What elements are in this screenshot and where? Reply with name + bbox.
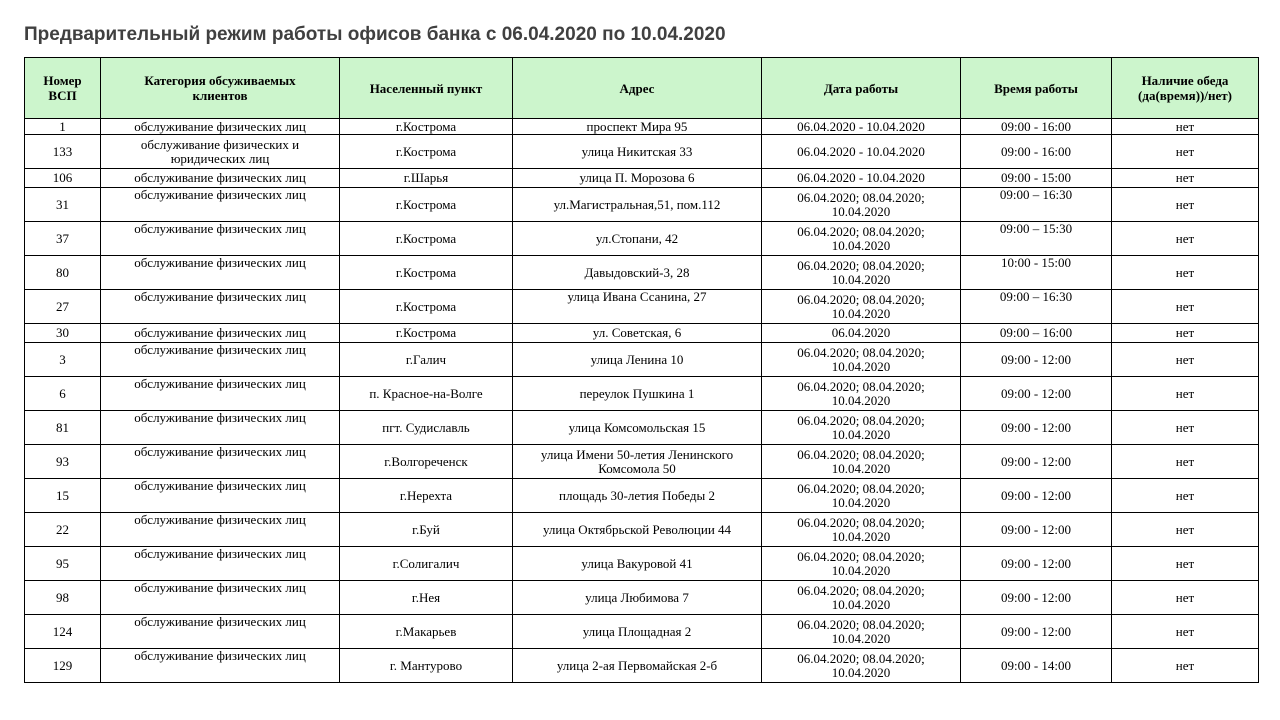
cell-number: 37 — [25, 222, 101, 256]
page-title: Предварительный режим работы офисов банка с 06.04.2020 по 10.04.2020 — [24, 24, 726, 45]
cell-city: г.Кострома — [340, 256, 513, 290]
table-row — [25, 513, 1259, 547]
cell-city: г.Нея — [340, 581, 513, 615]
header-category: Категория обсуживаемых клиентов — [101, 58, 340, 119]
cell-lunch: нет — [1112, 377, 1259, 411]
header-lunch: Наличие обеда (да(время))/нет) — [1112, 58, 1259, 119]
cell-address: ул.Магистральная,51, пом.112 — [513, 188, 762, 222]
cell-time: 09:00 - 12:00 — [961, 615, 1112, 649]
cell-address: улица Комсомольская 15 — [513, 411, 762, 445]
cell-time: 09:00 - 12:00 — [961, 547, 1112, 581]
cell-address: улица Никитская 33 — [513, 135, 762, 169]
cell-city: г.Кострома — [340, 188, 513, 222]
table-row — [25, 119, 1259, 135]
cell-number: 80 — [25, 256, 101, 290]
table-row — [25, 222, 1259, 256]
cell-address: переулок Пушкина 1 — [513, 377, 762, 411]
cell-city: г.Солигалич — [340, 547, 513, 581]
cell-time: 10:00 - 15:00 — [961, 256, 1112, 290]
cell-number: 22 — [25, 513, 101, 547]
cell-dates: 06.04.2020; 08.04.2020; 10.04.2020 — [762, 581, 961, 615]
cell-city: г.Шарья — [340, 169, 513, 188]
table-row — [25, 581, 1259, 615]
cell-address: площадь 30-летия Победы 2 — [513, 479, 762, 513]
cell-lunch: нет — [1112, 222, 1259, 256]
cell-dates: 06.04.2020; 08.04.2020; 10.04.2020 — [762, 479, 961, 513]
cell-dates: 06.04.2020; 08.04.2020; 10.04.2020 — [762, 188, 961, 222]
cell-address: улица Площадная 2 — [513, 615, 762, 649]
cell-dates: 06.04.2020; 08.04.2020; 10.04.2020 — [762, 222, 961, 256]
cell-time: 09:00 – 16:30 — [961, 290, 1112, 324]
cell-city: г.Галич — [340, 343, 513, 377]
cell-city: г.Кострома — [340, 324, 513, 343]
cell-dates: 06.04.2020; 08.04.2020; 10.04.2020 — [762, 513, 961, 547]
cell-number: 129 — [25, 649, 101, 683]
cell-city: г.Волгореченск — [340, 445, 513, 479]
cell-category: обслуживание физических лиц — [101, 547, 340, 581]
cell-lunch: нет — [1112, 615, 1259, 649]
cell-category: обслуживание физических лиц — [101, 479, 340, 513]
cell-time: 09:00 - 12:00 — [961, 377, 1112, 411]
cell-address: улица Ивана Ссанина, 27 — [513, 290, 762, 324]
cell-dates: 06.04.2020; 08.04.2020; 10.04.2020 — [762, 256, 961, 290]
table-row — [25, 377, 1259, 411]
cell-time: 09:00 – 16:30 — [961, 188, 1112, 222]
cell-number: 106 — [25, 169, 101, 188]
cell-time: 09:00 - 12:00 — [961, 513, 1112, 547]
cell-city: г.Кострома — [340, 290, 513, 324]
cell-number: 95 — [25, 547, 101, 581]
table-row — [25, 256, 1259, 290]
cell-category: обслуживание физических лиц — [101, 222, 340, 256]
header-time: Время работы — [961, 58, 1112, 119]
table-row — [25, 445, 1259, 479]
cell-category: обслуживание физических лиц — [101, 169, 340, 188]
cell-number: 30 — [25, 324, 101, 343]
cell-lunch: нет — [1112, 343, 1259, 377]
cell-city: г. Мантурово — [340, 649, 513, 683]
cell-time: 09:00 – 16:00 — [961, 324, 1112, 343]
cell-number: 6 — [25, 377, 101, 411]
cell-category: обслуживание физических лиц — [101, 119, 340, 135]
cell-city: г.Нерехта — [340, 479, 513, 513]
header-dates: Дата работы — [762, 58, 961, 119]
table-row — [25, 324, 1259, 343]
cell-address: ул. Советская, 6 — [513, 324, 762, 343]
cell-time: 09:00 - 12:00 — [961, 411, 1112, 445]
cell-lunch: нет — [1112, 119, 1259, 135]
cell-address: улица Октябрьской Революции 44 — [513, 513, 762, 547]
cell-time: 09:00 - 14:00 — [961, 649, 1112, 683]
cell-category: обслуживание физических лиц — [101, 445, 340, 479]
cell-address: улица П. Морозова 6 — [513, 169, 762, 188]
cell-lunch: нет — [1112, 547, 1259, 581]
cell-dates: 06.04.2020; 08.04.2020; 10.04.2020 — [762, 343, 961, 377]
cell-category: обслуживание физических лиц — [101, 324, 340, 343]
cell-dates: 06.04.2020; 08.04.2020; 10.04.2020 — [762, 615, 961, 649]
cell-number: 93 — [25, 445, 101, 479]
cell-category: обслуживание физических лиц — [101, 411, 340, 445]
cell-lunch: нет — [1112, 581, 1259, 615]
cell-lunch: нет — [1112, 445, 1259, 479]
table-row — [25, 290, 1259, 324]
table-row — [25, 135, 1259, 169]
cell-lunch: нет — [1112, 256, 1259, 290]
cell-address: Давыдовский-3, 28 — [513, 256, 762, 290]
table-row — [25, 615, 1259, 649]
cell-number: 15 — [25, 479, 101, 513]
cell-city: г.Кострома — [340, 222, 513, 256]
cell-category: обслуживание физических лиц — [101, 649, 340, 683]
table-row — [25, 169, 1259, 188]
cell-lunch: нет — [1112, 513, 1259, 547]
cell-dates: 06.04.2020 — [762, 324, 961, 343]
cell-address: улица Вакуровой 41 — [513, 547, 762, 581]
cell-lunch: нет — [1112, 135, 1259, 169]
cell-category: обслуживание физических лиц — [101, 256, 340, 290]
cell-category: обслуживание физических лиц — [101, 581, 340, 615]
cell-number: 133 — [25, 135, 101, 169]
cell-dates: 06.04.2020 - 10.04.2020 — [762, 119, 961, 135]
cell-dates: 06.04.2020; 08.04.2020; 10.04.2020 — [762, 445, 961, 479]
cell-category: обслуживание физических лиц — [101, 290, 340, 324]
cell-number: 124 — [25, 615, 101, 649]
cell-lunch: нет — [1112, 169, 1259, 188]
cell-lunch: нет — [1112, 411, 1259, 445]
cell-number: 98 — [25, 581, 101, 615]
cell-dates: 06.04.2020; 08.04.2020; 10.04.2020 — [762, 649, 961, 683]
cell-dates: 06.04.2020 - 10.04.2020 — [762, 169, 961, 188]
cell-time: 09:00 - 16:00 — [961, 119, 1112, 135]
cell-dates: 06.04.2020; 08.04.2020; 10.04.2020 — [762, 411, 961, 445]
cell-city: г.Кострома — [340, 135, 513, 169]
cell-city: г.Кострома — [340, 119, 513, 135]
cell-category: обслуживание физических лиц — [101, 188, 340, 222]
cell-address: улица Любимова 7 — [513, 581, 762, 615]
cell-address: улица Имени 50-летия Ленинского Комсомола 50 — [513, 445, 762, 479]
table-row — [25, 343, 1259, 377]
cell-number: 81 — [25, 411, 101, 445]
header-number: Номер ВСП — [25, 58, 101, 119]
table-row — [25, 649, 1259, 683]
cell-address: улица 2-ая Первомайская 2-б — [513, 649, 762, 683]
table-row — [25, 188, 1259, 222]
table-row — [25, 547, 1259, 581]
cell-time: 09:00 - 12:00 — [961, 343, 1112, 377]
table-row — [25, 411, 1259, 445]
cell-number: 3 — [25, 343, 101, 377]
cell-category: обслуживание физических лиц — [101, 615, 340, 649]
cell-time: 09:00 - 12:00 — [961, 479, 1112, 513]
header-address: Адрес — [513, 58, 762, 119]
cell-city: г.Буй — [340, 513, 513, 547]
cell-number: 27 — [25, 290, 101, 324]
cell-lunch: нет — [1112, 188, 1259, 222]
cell-dates: 06.04.2020; 08.04.2020; 10.04.2020 — [762, 290, 961, 324]
cell-dates: 06.04.2020; 08.04.2020; 10.04.2020 — [762, 547, 961, 581]
cell-dates: 06.04.2020; 08.04.2020; 10.04.2020 — [762, 377, 961, 411]
schedule-table — [24, 57, 1259, 683]
cell-city: пгт. Судиславль — [340, 411, 513, 445]
cell-time: 09:00 – 15:30 — [961, 222, 1112, 256]
cell-lunch: нет — [1112, 290, 1259, 324]
cell-number: 1 — [25, 119, 101, 135]
cell-address: проспект Мира 95 — [513, 119, 762, 135]
cell-category: обслуживание физических лиц — [101, 513, 340, 547]
cell-number: 31 — [25, 188, 101, 222]
cell-category: обслуживание физических лиц — [101, 377, 340, 411]
cell-category: обслуживание физических лиц — [101, 343, 340, 377]
cell-time: 09:00 - 12:00 — [961, 445, 1112, 479]
cell-address: улица Ленина 10 — [513, 343, 762, 377]
cell-time: 09:00 - 15:00 — [961, 169, 1112, 188]
cell-category: обслуживание физических и юридических лиц — [101, 135, 340, 169]
table-header-row — [25, 58, 1259, 119]
cell-dates: 06.04.2020 - 10.04.2020 — [762, 135, 961, 169]
cell-city: п. Красное-на-Волге — [340, 377, 513, 411]
table-row — [25, 479, 1259, 513]
cell-time: 09:00 - 16:00 — [961, 135, 1112, 169]
cell-lunch: нет — [1112, 324, 1259, 343]
cell-lunch: нет — [1112, 479, 1259, 513]
cell-time: 09:00 - 12:00 — [961, 581, 1112, 615]
cell-lunch: нет — [1112, 649, 1259, 683]
header-city: Населенный пункт — [340, 58, 513, 119]
cell-city: г.Макарьев — [340, 615, 513, 649]
cell-address: ул.Стопани, 42 — [513, 222, 762, 256]
